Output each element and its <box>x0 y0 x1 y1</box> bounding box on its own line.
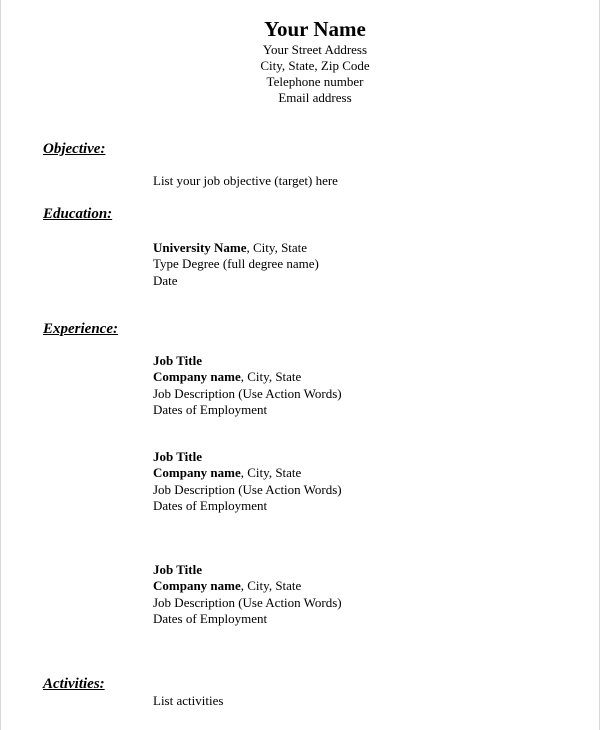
job-title: Job Title <box>153 562 203 577</box>
job-title: Job Title <box>153 353 203 368</box>
company-location: , City, State <box>240 465 302 481</box>
job-entry <box>153 562 342 627</box>
job-title: Job Title <box>153 449 203 464</box>
university-location: , City, State <box>246 240 308 255</box>
street-address: Your Street Address <box>262 42 368 57</box>
job-entry <box>153 449 342 514</box>
company-name: Company name <box>153 578 241 594</box>
contact-header <box>0 16 600 106</box>
email-address: Email address <box>278 90 352 105</box>
activities-heading: Activities: <box>43 676 105 692</box>
company-line <box>153 578 342 594</box>
company-line <box>153 369 342 385</box>
university-name: University Name <box>153 240 247 255</box>
company-name: Company name <box>153 369 241 385</box>
objective-section <box>153 173 338 189</box>
employment-dates: Dates of Employment <box>153 610 268 626</box>
activities-section <box>153 693 223 709</box>
employment-dates: Dates of Employment <box>153 497 268 513</box>
page-edge-left <box>0 0 1 730</box>
city-state-zip: City, State, Zip Code <box>260 58 370 73</box>
job-description: Job Description (Use Action Words) <box>153 385 342 401</box>
company-location: , City, State <box>240 578 302 594</box>
objective-text: List your job objective (target) here <box>153 173 338 188</box>
job-entry <box>153 353 342 418</box>
degree-line: Type Degree (full degree name) <box>153 256 319 272</box>
company-location: , City, State <box>240 369 302 385</box>
company-name: Company name <box>153 465 241 481</box>
education-date: Date <box>153 272 178 288</box>
objective-heading: Objective: <box>43 141 106 157</box>
job-description: Job Description (Use Action Words) <box>153 481 342 497</box>
job-description: Job Description (Use Action Words) <box>153 594 342 610</box>
applicant-name: Your Name <box>264 17 366 41</box>
education-section <box>153 240 319 289</box>
activities-text: List activities <box>153 693 224 708</box>
education-heading: Education: <box>43 206 113 222</box>
telephone-number: Telephone number <box>266 74 364 89</box>
company-line <box>153 465 342 481</box>
experience-heading: Experience: <box>43 321 118 337</box>
employment-dates: Dates of Employment <box>153 401 268 417</box>
university-line <box>153 240 319 256</box>
